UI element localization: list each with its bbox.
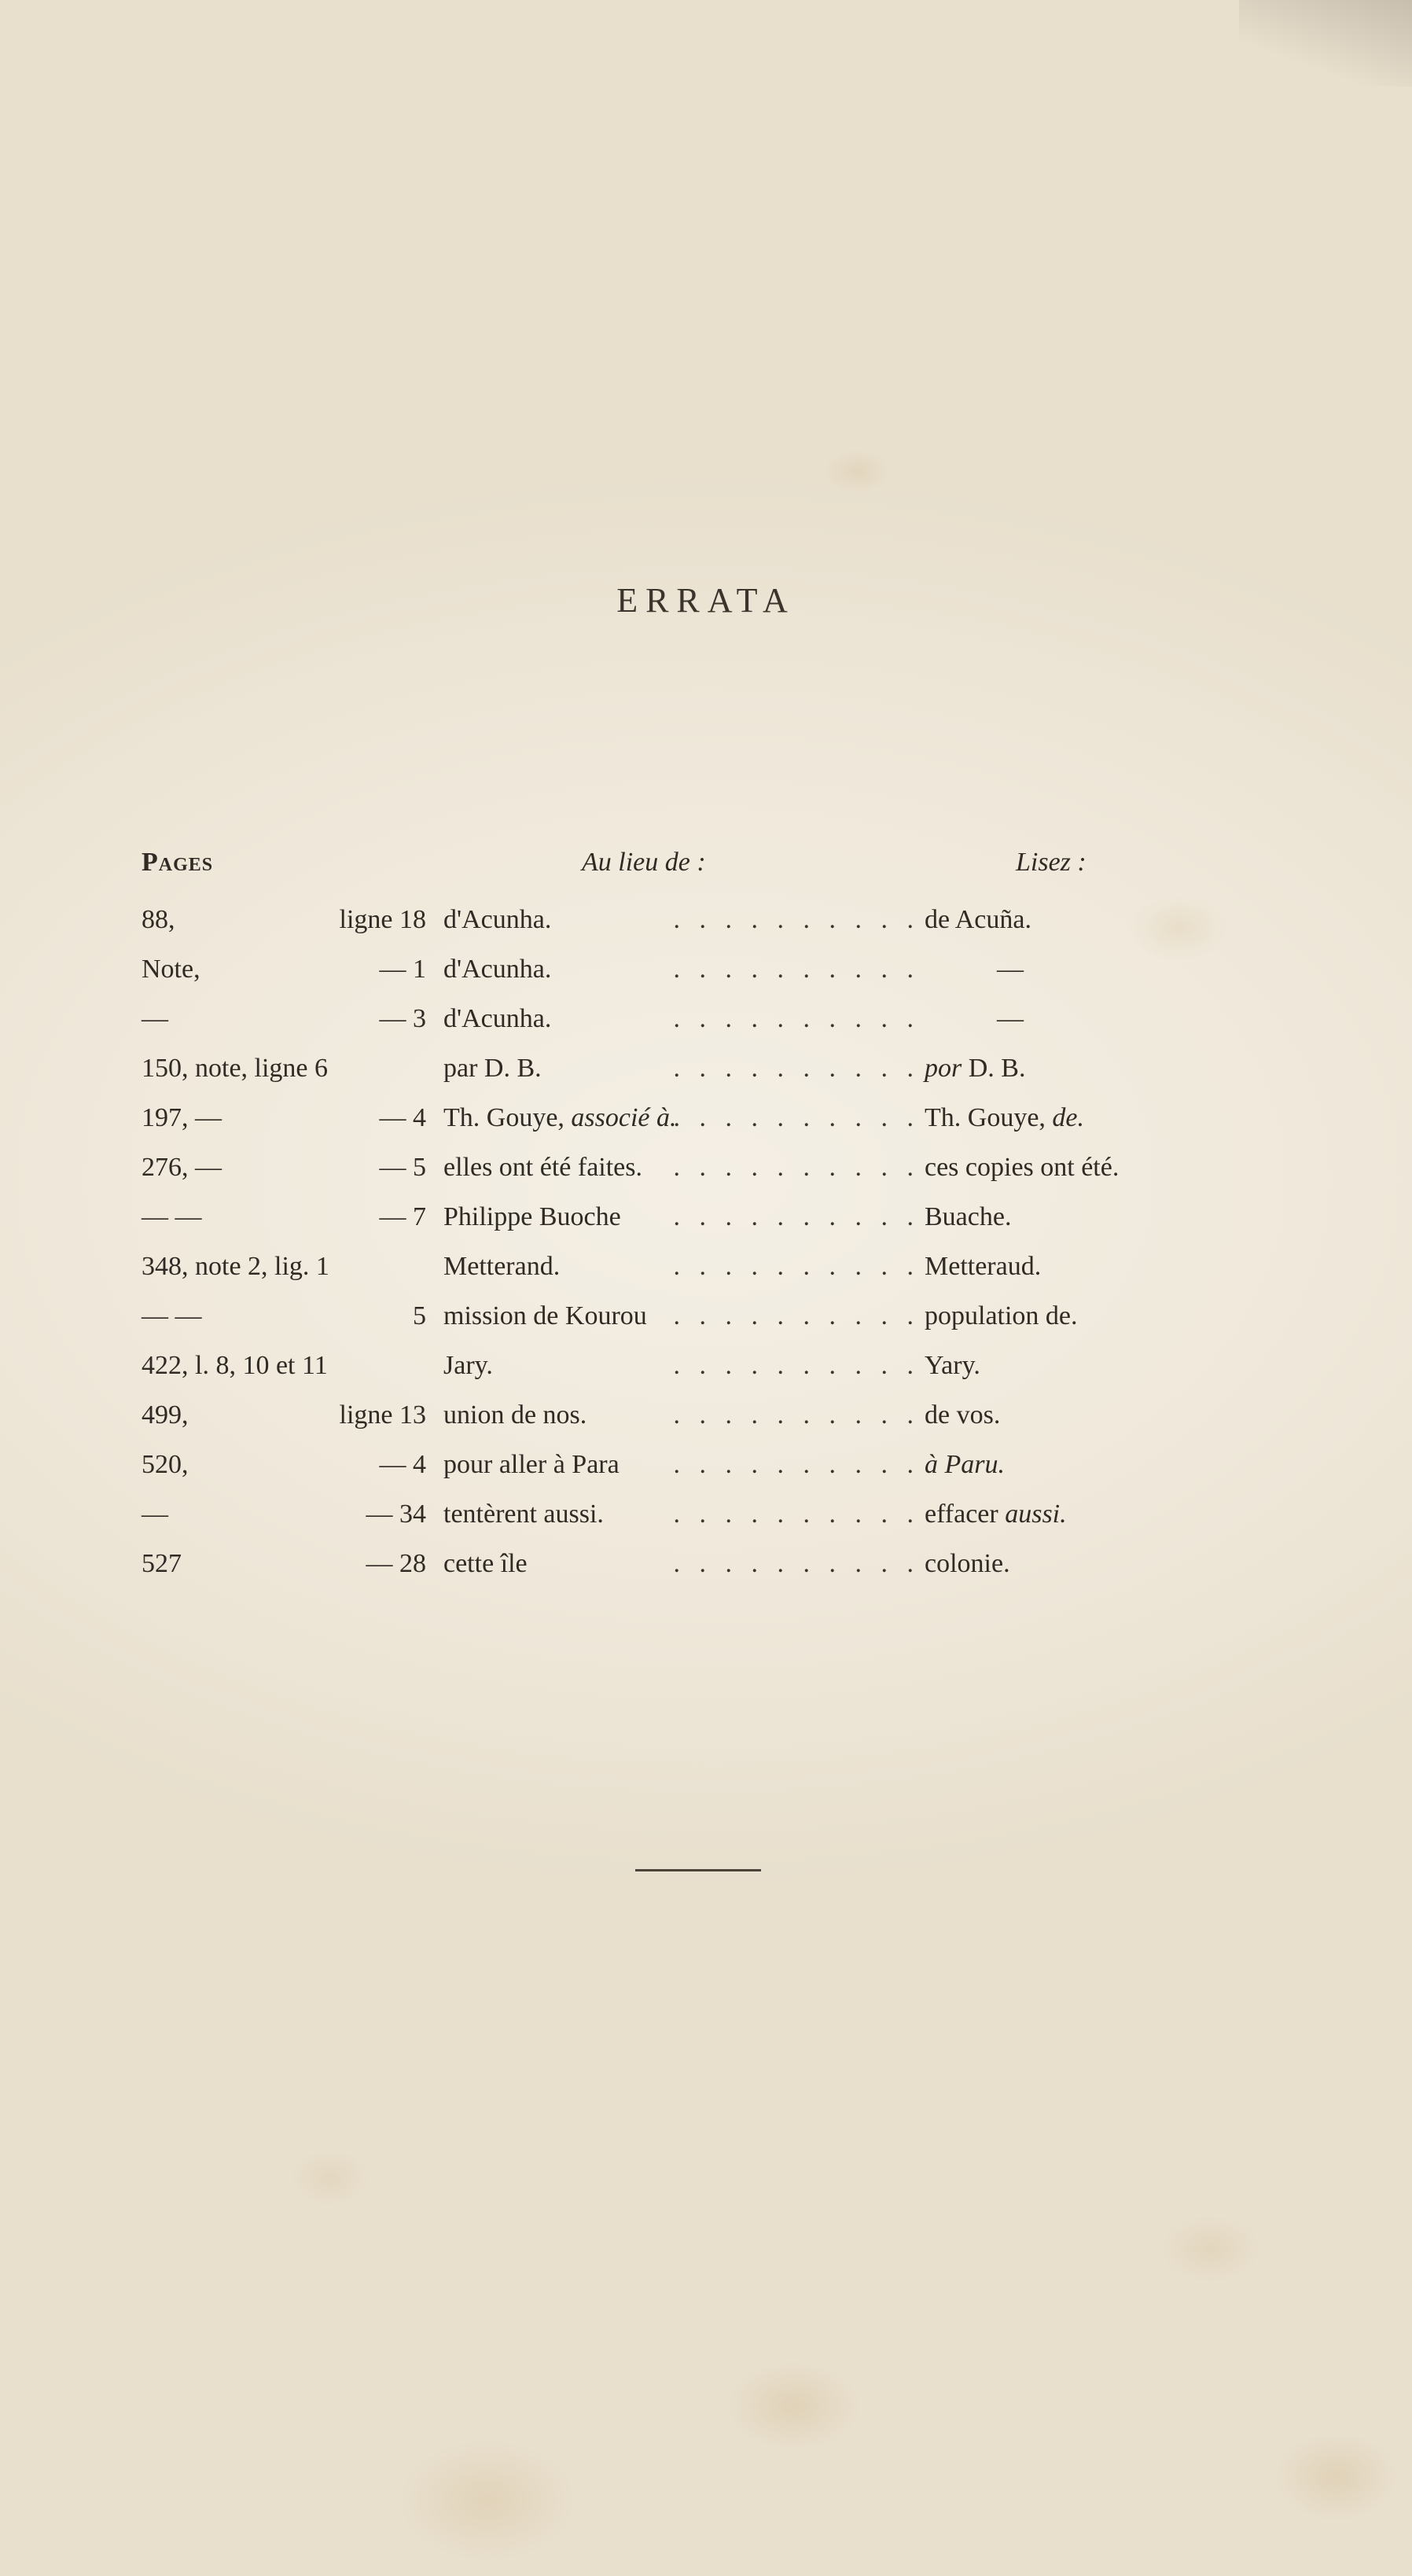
- errata-line: — 1: [379, 955, 426, 984]
- errata-correction: [925, 1093, 1270, 1143]
- errata-line: — 3: [379, 1004, 426, 1033]
- errata-correction-value: —: [997, 1004, 1024, 1033]
- errata-row: [0, 994, 1412, 1043]
- leader-dots: . . . . . . . . . .: [673, 1351, 920, 1380]
- errata-line: ligne 13: [339, 1400, 426, 1430]
- leader-dots: . . . . . . . . . .: [673, 905, 920, 934]
- errata-correction: [925, 1043, 1270, 1093]
- errata-wrong-text: [443, 1341, 910, 1390]
- leader-dots: . . . . . . . . . .: [673, 1400, 920, 1430]
- errata-row: [0, 1043, 1412, 1093]
- errata-correction-value: colonie.: [925, 1549, 1010, 1578]
- errata-line: 5: [413, 1301, 426, 1330]
- errata-page: —: [142, 1004, 168, 1033]
- errata-page: 88,: [142, 905, 175, 934]
- errata-reference: [142, 994, 426, 1043]
- leader-dots: . . . . . . . . . .: [673, 1252, 920, 1281]
- errata-line: — 28: [366, 1549, 426, 1578]
- leader-dots: . . . . . . . . . .: [673, 1004, 920, 1033]
- errata-correction: [925, 1291, 1270, 1341]
- errata-page: 527: [142, 1549, 182, 1578]
- errata-wrong-text: [443, 1539, 910, 1588]
- errata-correction: [925, 1341, 1270, 1390]
- errata-reference: [142, 1291, 426, 1341]
- header-au-lieu-de: Au lieu de :: [582, 848, 706, 877]
- leader-dots: . . . . . . . . . .: [673, 1549, 920, 1578]
- leader-dots: . . . . . . . . . .: [673, 1054, 920, 1083]
- errata-correction-italic: de.: [1052, 1103, 1085, 1132]
- errata-correction-italic: aussi.: [1005, 1500, 1067, 1529]
- errata-correction-value: ces copies ont été.: [925, 1153, 1120, 1182]
- errata-wrong-value: d'Acunha.: [443, 955, 552, 984]
- errata-correction-italic: à Paru.: [925, 1450, 1005, 1479]
- leader-dots: . . . . . . . . . .: [673, 1103, 920, 1132]
- errata-wrong-value: Th. Gouye,: [443, 1103, 572, 1132]
- errata-reference: [142, 1143, 426, 1192]
- errata-correction-value: —: [997, 955, 1024, 984]
- errata-correction: [925, 1539, 1270, 1588]
- errata-correction-italic: por: [925, 1054, 962, 1083]
- errata-row: [0, 1242, 1412, 1291]
- errata-correction: [925, 1390, 1270, 1440]
- errata-page: 422, l. 8, 10 et 11: [142, 1351, 328, 1380]
- errata-row: [0, 1192, 1412, 1242]
- errata-wrong-text: [443, 1390, 910, 1440]
- errata-row: [0, 1341, 1412, 1390]
- errata-row: [0, 1489, 1412, 1539]
- errata-wrong-value: elles ont été faites.: [443, 1153, 643, 1182]
- errata-wrong-value: par D. B.: [443, 1054, 542, 1083]
- errata-wrong-italic: associé à.: [571, 1103, 677, 1132]
- errata-reference: [142, 1489, 426, 1539]
- errata-correction: [925, 1192, 1270, 1242]
- errata-wrong-text: [443, 1440, 910, 1489]
- errata-page: — —: [142, 1202, 202, 1231]
- closing-rule: [635, 1869, 761, 1871]
- errata-reference: [142, 895, 426, 944]
- errata-wrong-value: union de nos.: [443, 1400, 587, 1430]
- errata-correction-value: D. B.: [962, 1054, 1026, 1083]
- errata-row: [0, 1291, 1412, 1341]
- errata-wrong-value: pour aller à Para: [443, 1450, 620, 1479]
- errata-row: [0, 1539, 1412, 1588]
- errata-reference: [142, 1539, 426, 1588]
- errata-wrong-value: Philippe Buoche: [443, 1202, 621, 1231]
- errata-correction: [925, 1143, 1270, 1192]
- errata-correction-value: Metteraud.: [925, 1252, 1042, 1281]
- errata-wrong-text: [443, 944, 910, 994]
- errata-wrong-text: [443, 1242, 910, 1291]
- errata-wrong-value: mission de Kourou: [443, 1301, 647, 1330]
- errata-correction: [925, 994, 1270, 1043]
- errata-reference: [142, 1440, 426, 1489]
- errata-correction: [925, 1440, 1270, 1489]
- errata-reference: [142, 1192, 426, 1242]
- errata-header: [0, 843, 1412, 882]
- header-lisez: Lisez :: [1016, 848, 1087, 877]
- errata-reference: [142, 1390, 426, 1440]
- errata-correction: [925, 944, 1270, 994]
- errata-row: [0, 1093, 1412, 1143]
- leader-dots: . . . . . . . . . .: [673, 1450, 920, 1479]
- errata-row: [0, 895, 1412, 944]
- errata-wrong-text: [443, 895, 910, 944]
- errata-wrong-value: cette île: [443, 1549, 528, 1578]
- errata-page: — —: [142, 1301, 202, 1330]
- errata-page: —: [142, 1500, 168, 1529]
- errata-reference: [142, 1093, 426, 1143]
- errata-row: [0, 1143, 1412, 1192]
- errata-wrong-value: Metterand.: [443, 1252, 561, 1281]
- errata-page: 499,: [142, 1400, 189, 1430]
- errata-row: [0, 944, 1412, 994]
- errata-reference: [142, 1341, 426, 1390]
- errata-page: Note,: [142, 955, 200, 984]
- errata-page: 276, —: [142, 1153, 222, 1182]
- errata-wrong-value: d'Acunha.: [443, 1004, 552, 1033]
- errata-correction-value: Th. Gouye,: [925, 1103, 1053, 1132]
- errata-table: [0, 895, 1412, 1588]
- errata-row: [0, 1440, 1412, 1489]
- leader-dots: . . . . . . . . . .: [673, 1500, 920, 1529]
- errata-correction-value: Buache.: [925, 1202, 1012, 1231]
- errata-row: [0, 1390, 1412, 1440]
- errata-correction: [925, 895, 1270, 944]
- errata-page: 520,: [142, 1450, 189, 1479]
- errata-correction-value: effacer: [925, 1500, 1006, 1529]
- leader-dots: . . . . . . . . . .: [673, 955, 920, 984]
- errata-wrong-text: [443, 1093, 910, 1143]
- errata-line: — 4: [379, 1450, 426, 1479]
- errata-wrong-value: Jary.: [443, 1351, 493, 1380]
- errata-wrong-value: d'Acunha.: [443, 905, 552, 934]
- errata-reference: [142, 944, 426, 994]
- errata-correction-value: population de.: [925, 1301, 1078, 1330]
- errata-wrong-text: [443, 1291, 910, 1341]
- leader-dots: . . . . . . . . . .: [673, 1301, 920, 1330]
- errata-wrong-text: [443, 1489, 910, 1539]
- header-pages: Pages: [142, 848, 214, 877]
- page-corner-shade: [1239, 0, 1412, 86]
- errata-line: — 4: [379, 1103, 426, 1132]
- errata-correction: [925, 1489, 1270, 1539]
- errata-page: 150, note, ligne 6: [142, 1054, 329, 1083]
- errata-page: 197, —: [142, 1103, 222, 1132]
- errata-reference: [142, 1043, 426, 1093]
- errata-line: — 5: [379, 1153, 426, 1182]
- errata-wrong-text: [443, 1043, 910, 1093]
- errata-line: ligne 18: [339, 905, 426, 934]
- errata-line: — 34: [366, 1500, 426, 1529]
- errata-reference: [142, 1242, 426, 1291]
- errata-correction-value: de vos.: [925, 1400, 1001, 1430]
- errata-wrong-value: tentèrent aussi.: [443, 1500, 604, 1529]
- errata-correction-value: de Acuña.: [925, 905, 1031, 934]
- errata-wrong-text: [443, 1143, 910, 1192]
- errata-page: 348, note 2, lig. 1: [142, 1252, 329, 1281]
- leader-dots: . . . . . . . . . .: [673, 1153, 920, 1182]
- errata-wrong-text: [443, 1192, 910, 1242]
- errata-line: — 7: [379, 1202, 426, 1231]
- page-title: ERRATA: [616, 581, 796, 620]
- errata-correction-value: Yary.: [925, 1351, 980, 1380]
- errata-correction: [925, 1242, 1270, 1291]
- errata-wrong-text: [443, 994, 910, 1043]
- leader-dots: . . . . . . . . . .: [673, 1202, 920, 1231]
